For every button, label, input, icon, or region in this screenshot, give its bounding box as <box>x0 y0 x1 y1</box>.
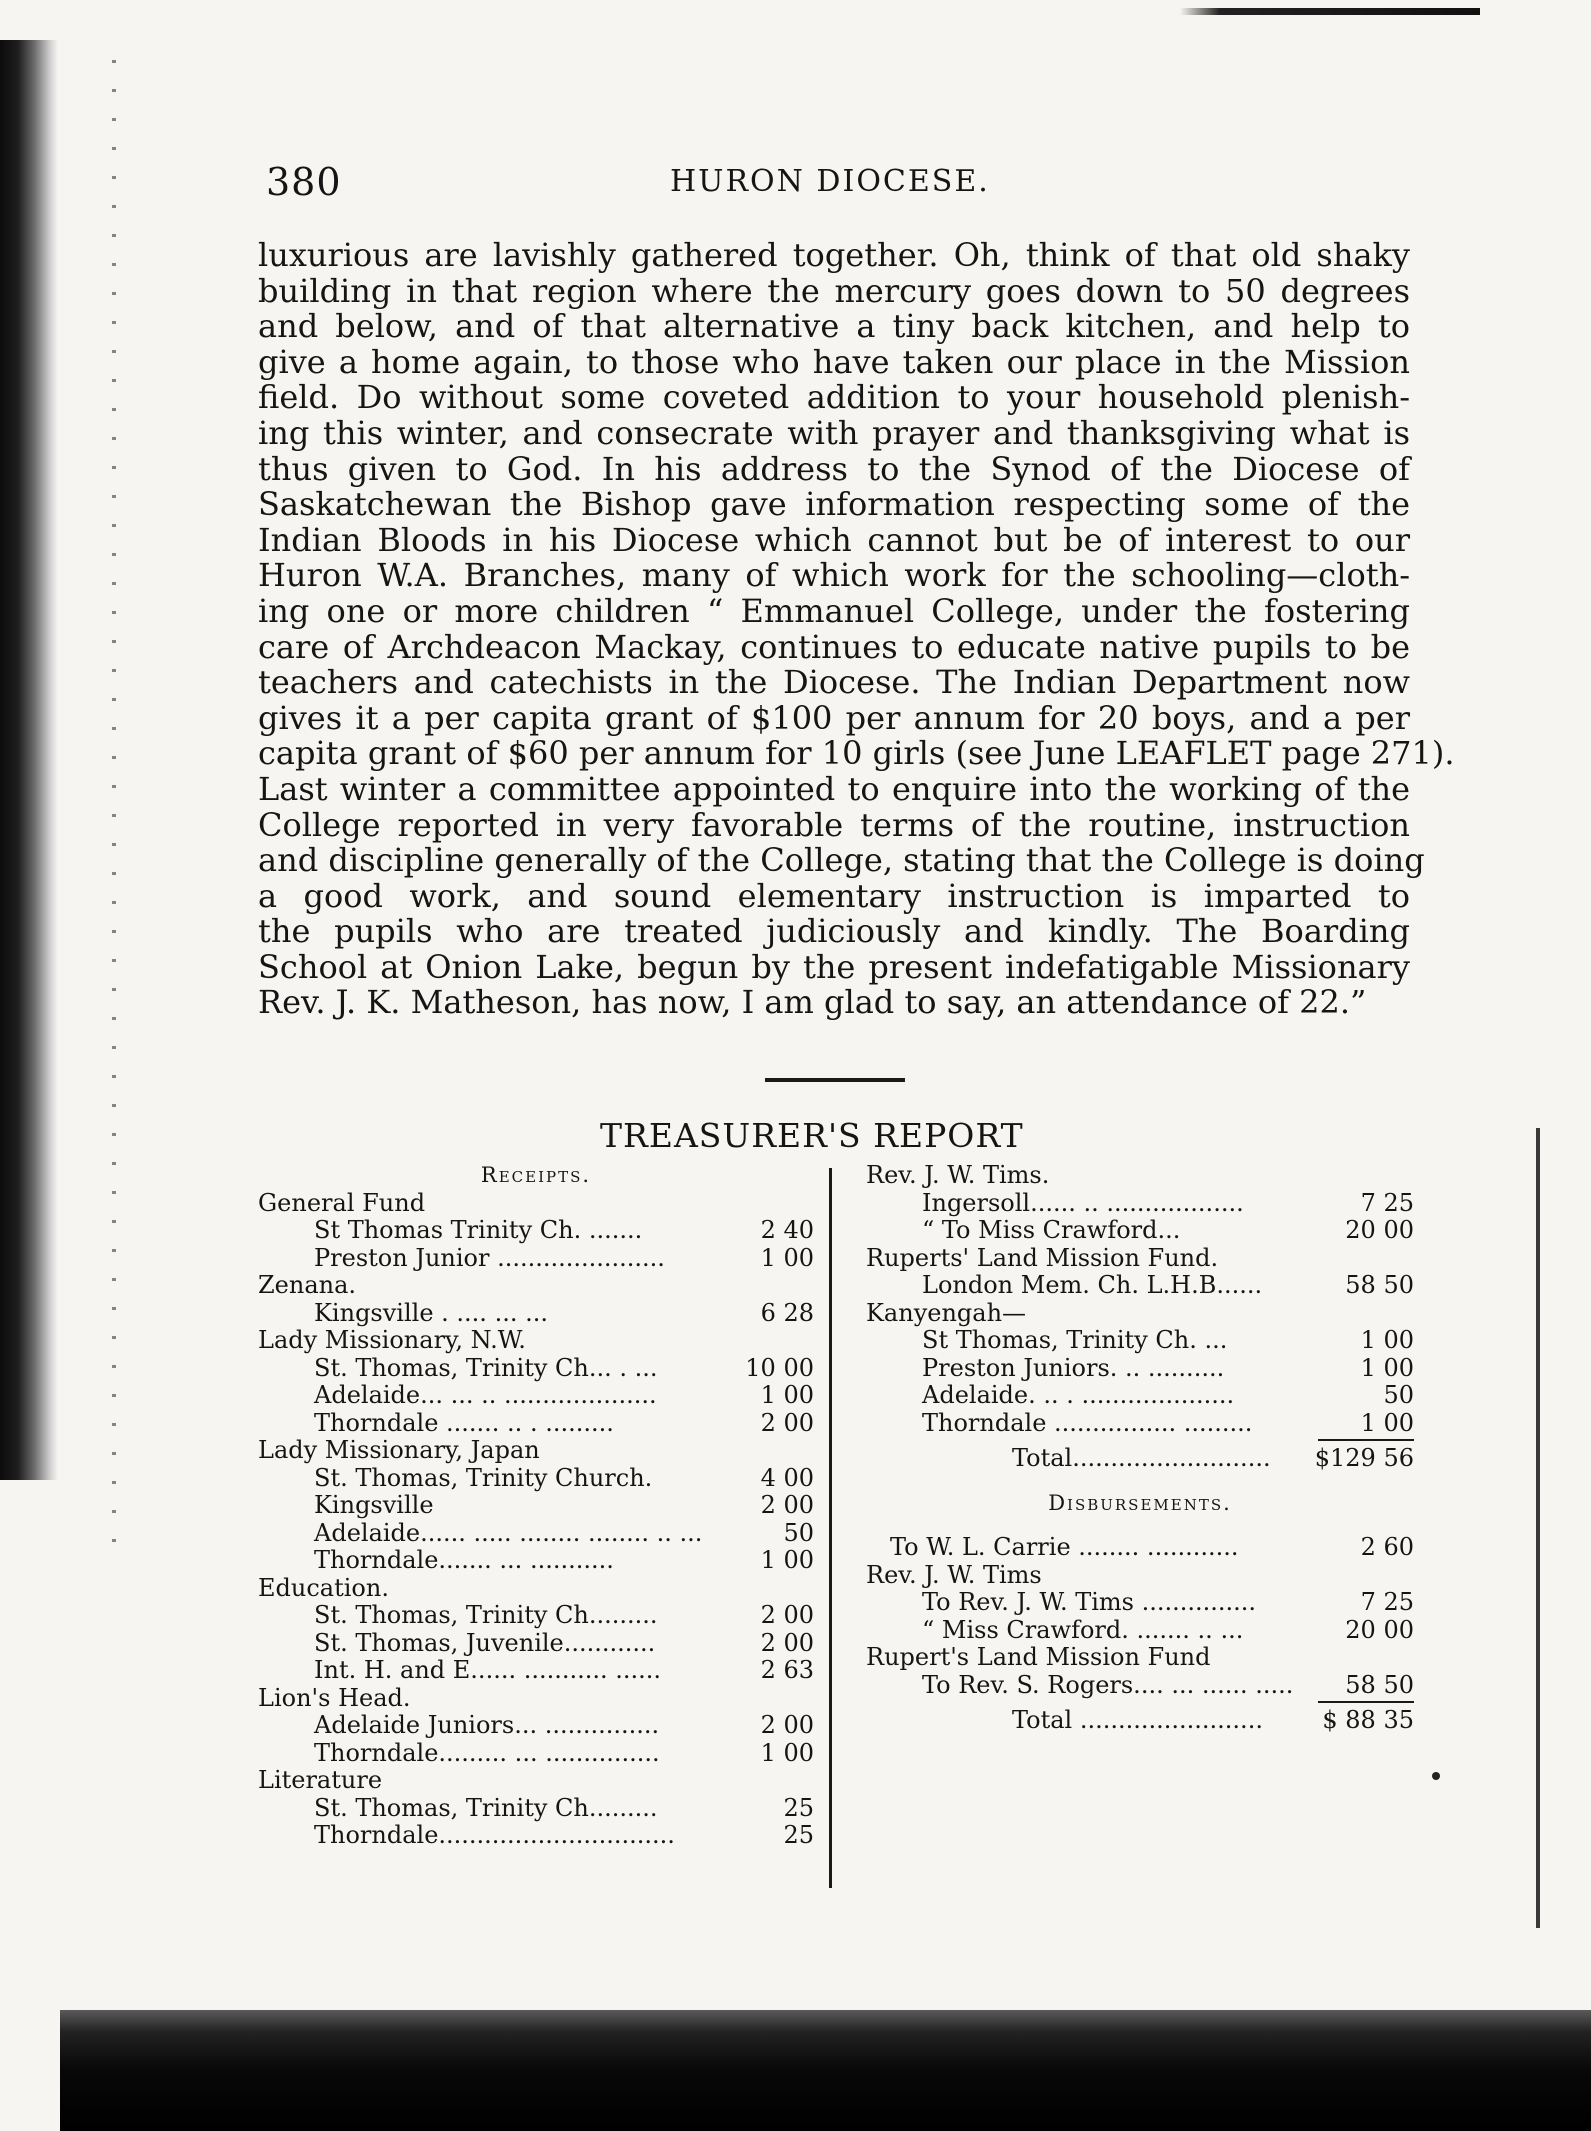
group-row <box>258 1575 814 1603</box>
entry-row <box>258 1657 814 1685</box>
entry-label: Kingsville <box>314 1491 434 1519</box>
entry-label: To Rev. S. Rogers.... ... ...... ..... <box>922 1670 1294 1699</box>
entry-amount: 25 <box>783 1821 814 1849</box>
section-heading: Disbursements. <box>1048 1490 1232 1515</box>
group-label: Education. <box>258 1573 389 1602</box>
entry-label: Adelaide Juniors... ............... <box>314 1711 660 1739</box>
entry-row <box>258 1217 814 1245</box>
entry-label: Ingersoll...... .. .................. <box>922 1188 1244 1217</box>
page-edge-right <box>1536 1128 1540 1928</box>
sum-rule-line <box>1318 1439 1414 1441</box>
entry-label: London Mem. Ch. L.H.B...... <box>922 1271 1263 1299</box>
body-paragraph <box>258 236 1455 1022</box>
entry-label: Thorndale....... ... ........... <box>314 1546 614 1574</box>
entry-row <box>258 1492 814 1520</box>
total-row <box>866 1707 1414 1735</box>
group-label: Zenana. <box>258 1271 357 1299</box>
entry-row <box>866 1589 1414 1617</box>
entry-amount: 1 00 <box>760 1546 814 1574</box>
scan-edge-bottom <box>60 2010 1591 2131</box>
body-line: Huron W.A. Branches, many of which work for the schooling—cloth- <box>258 556 1410 595</box>
group-label: Lady Missionary, N.W. <box>258 1326 526 1354</box>
entry-row <box>866 1382 1414 1410</box>
receipts-column <box>258 1162 814 1850</box>
sum-rule-line <box>1318 1701 1414 1703</box>
entry-amount: 20 00 <box>1345 1216 1414 1244</box>
entry-amount: 2 00 <box>760 1601 814 1629</box>
spacer <box>866 1473 1414 1490</box>
entry-row <box>258 1355 814 1383</box>
group-label: Rupert's Land Mission Fund <box>866 1643 1211 1671</box>
body-line: ing this winter, and consecrate with prayer and thanksgiving what is <box>258 413 1410 452</box>
entry-label: St. Thomas, Trinity Church. <box>314 1463 653 1492</box>
body-line: Saskatchewan the Bishop gave information respecting some of the <box>258 485 1410 524</box>
body-line: capita grant of $60 per annum for 10 girls (see June LEAFLET page 271). <box>258 734 1455 773</box>
body-line: Indian Bloods in his Diocese which cannot but be of interest to our <box>258 520 1410 559</box>
group-label: Ruperts' Land Mission Fund. <box>866 1243 1219 1272</box>
entry-label: Preston Juniors. .. .......... <box>922 1353 1225 1382</box>
group-row <box>866 1644 1414 1672</box>
group-row <box>258 1272 814 1300</box>
ink-dot <box>1432 1772 1440 1780</box>
group-row <box>258 1437 814 1465</box>
entry-row <box>258 1547 814 1575</box>
body-line: luxurious are lavishly gathered together. Oh, think of that old shaky <box>258 236 1410 274</box>
running-head: HURON DIOCESE. <box>670 164 990 199</box>
group-label: Lion's Head. <box>258 1683 411 1712</box>
right-column <box>866 1162 1414 1735</box>
scan-specks-left <box>112 60 116 1560</box>
entry-row <box>258 1245 814 1273</box>
entry-amount: 6 28 <box>760 1298 814 1327</box>
entry-label: St. Thomas, Juvenile............ <box>314 1628 656 1657</box>
entry-label: Int. H. and E...... ........... ...... <box>314 1656 662 1684</box>
entry-row <box>258 1822 814 1850</box>
body-line: Last winter a committee appointed to enquire into the working of the <box>258 769 1410 808</box>
entry-row <box>258 1465 814 1493</box>
column-divider <box>829 1168 832 1888</box>
spacer <box>866 1517 1414 1534</box>
body-line: Rev. J. K. Matheson, has now, I am glad to say, an attendance of 22.” <box>258 983 1367 1022</box>
entry-label: Thorndale ....... .. . ......... <box>314 1408 614 1437</box>
entry-label: To W. L. Carrie ........ ............ <box>890 1533 1239 1561</box>
entry-label: St. Thomas, Trinity Ch......... <box>314 1601 658 1629</box>
entry-label: St. Thomas, Trinity Ch......... <box>314 1793 658 1822</box>
entry-amount: 1 00 <box>1360 1326 1414 1354</box>
entry-amount: 2 00 <box>760 1711 814 1739</box>
entry-row <box>258 1795 814 1823</box>
body-line: a good work, and sound elementary instruction is imparted to <box>258 876 1410 915</box>
section-separator <box>765 1078 905 1082</box>
entry-row <box>258 1630 814 1658</box>
entry-amount: 2 00 <box>760 1628 814 1657</box>
entry-row <box>258 1410 814 1438</box>
group-row <box>866 1162 1414 1190</box>
group-row <box>258 1190 814 1218</box>
entry-amount: 1 00 <box>760 1738 814 1767</box>
entry-amount: 7 25 <box>1360 1588 1414 1616</box>
body-line: School at Onion Lake, begun by the present indefatigable Missionary <box>258 947 1410 986</box>
entry-label: Adelaide. .. . .................... <box>922 1381 1235 1409</box>
group-label: Literature <box>258 1766 383 1794</box>
entry-amount: 50 <box>783 1518 814 1547</box>
entry-amount: 1 00 <box>1360 1408 1414 1437</box>
group-label: Kanyengah— <box>866 1298 1027 1327</box>
entry-row <box>866 1617 1414 1645</box>
scan-shadow-left <box>0 40 58 1480</box>
group-row <box>866 1562 1414 1590</box>
body-line: gives it a per capita grant of $100 per annum for 20 boys, and a per <box>258 698 1410 737</box>
entry-amount: 58 50 <box>1345 1271 1414 1299</box>
report-title: TREASURER'S REPORT <box>600 1116 1024 1155</box>
entry-amount: 4 00 <box>760 1463 814 1492</box>
entry-row <box>258 1602 814 1630</box>
entry-amount: 2 63 <box>760 1656 814 1684</box>
entry-row <box>258 1300 814 1328</box>
group-row <box>258 1685 814 1713</box>
entry-row <box>866 1534 1414 1562</box>
group-row <box>258 1327 814 1355</box>
scan-edge-top <box>1180 8 1480 15</box>
body-line: College reported in very favorable terms of the routine, instruction <box>258 805 1410 844</box>
total-amount: $129 56 <box>1314 1444 1414 1472</box>
body-line: give a home again, to those who have taken our place in the Mission <box>258 342 1410 381</box>
entry-amount: 10 00 <box>745 1353 814 1382</box>
entry-row <box>866 1272 1414 1300</box>
entry-label: Preston Junior ...................... <box>314 1243 665 1272</box>
entry-row <box>866 1190 1414 1218</box>
group-label: Rev. J. W. Tims. <box>866 1161 1050 1189</box>
entry-row <box>258 1382 814 1410</box>
entry-amount: 7 25 <box>1360 1188 1414 1217</box>
total-amount: $ 88 35 <box>1322 1706 1414 1734</box>
group-row <box>866 1300 1414 1328</box>
entry-label: Adelaide... ... .. .................... <box>314 1381 657 1409</box>
body-line: thus given to God. In his address to the Synod of the Diocese of <box>258 449 1410 488</box>
body-line: field. Do without some coveted addition to your household plenish- <box>258 378 1410 417</box>
entry-amount: 2 00 <box>760 1408 814 1437</box>
entry-label: Thorndale......... ... ............... <box>314 1738 660 1767</box>
entry-label: Adelaide...... ..... ........ ........ .. ... <box>314 1518 703 1547</box>
group-row <box>258 1767 814 1795</box>
body-line: teachers and catechists in the Diocese. The Indian Department now <box>258 663 1410 702</box>
entry-label: St. Thomas, Trinity Ch... . ... <box>314 1353 658 1382</box>
total-row <box>866 1445 1414 1473</box>
entry-row <box>866 1410 1414 1438</box>
entry-label: To Rev. J. W. Tims ............... <box>922 1588 1257 1616</box>
entry-row <box>866 1217 1414 1245</box>
entry-label: “ To Miss Crawford... <box>922 1216 1181 1244</box>
entry-row <box>866 1327 1414 1355</box>
entry-amount: 1 00 <box>760 1381 814 1409</box>
body-line: and discipline generally of the College, stating that the College is doing <box>258 841 1425 880</box>
group-label: General Fund <box>258 1188 426 1217</box>
entry-label: St Thomas, Trinity Ch. ... <box>922 1326 1228 1354</box>
receipts-heading: Receipts. <box>480 1163 592 1187</box>
body-line: and below, and of that alternative a tiny back kitchen, and help to <box>258 307 1410 346</box>
body-line: care of Archdeacon Mackay, continues to educate native pupils to be <box>258 627 1410 666</box>
total-label: Total ........................ <box>1012 1706 1263 1734</box>
entry-row <box>866 1355 1414 1383</box>
entry-label: St Thomas Trinity Ch. ....... <box>314 1216 643 1244</box>
body-line: ing one or more children “ Emmanuel College, under the fostering <box>258 591 1410 630</box>
body-line: the pupils who are treated judiciously and kindly. The Boarding <box>258 912 1410 951</box>
entry-label: Thorndale............................... <box>314 1821 675 1849</box>
entry-amount: 1 00 <box>760 1243 814 1272</box>
entry-amount: 2 60 <box>1360 1533 1414 1561</box>
entry-amount: 25 <box>783 1793 814 1822</box>
entry-label: “ Miss Crawford. ....... .. ... <box>922 1615 1244 1644</box>
group-label: Rev. J. W. Tims <box>866 1560 1042 1589</box>
entry-amount: 2 40 <box>760 1216 814 1244</box>
entry-amount: 50 <box>1383 1381 1414 1409</box>
entry-label: Thorndale ................ ......... <box>922 1408 1253 1437</box>
entry-label: Kingsville . .... ... ... <box>314 1298 548 1327</box>
group-row <box>866 1245 1414 1273</box>
entry-row <box>866 1672 1414 1700</box>
page-number: 380 <box>266 160 342 204</box>
group-label: Lady Missionary, Japan <box>258 1436 540 1464</box>
entry-row <box>258 1712 814 1740</box>
entry-row <box>258 1740 814 1768</box>
total-label: Total.......................... <box>1012 1444 1271 1472</box>
entry-amount: 20 00 <box>1345 1615 1414 1644</box>
entry-amount: 58 50 <box>1345 1670 1414 1699</box>
body-line: building in that region where the mercury goes down to 50 degrees <box>258 271 1410 310</box>
entry-amount: 1 00 <box>1360 1353 1414 1382</box>
entry-row <box>258 1520 814 1548</box>
entry-amount: 2 00 <box>760 1491 814 1519</box>
